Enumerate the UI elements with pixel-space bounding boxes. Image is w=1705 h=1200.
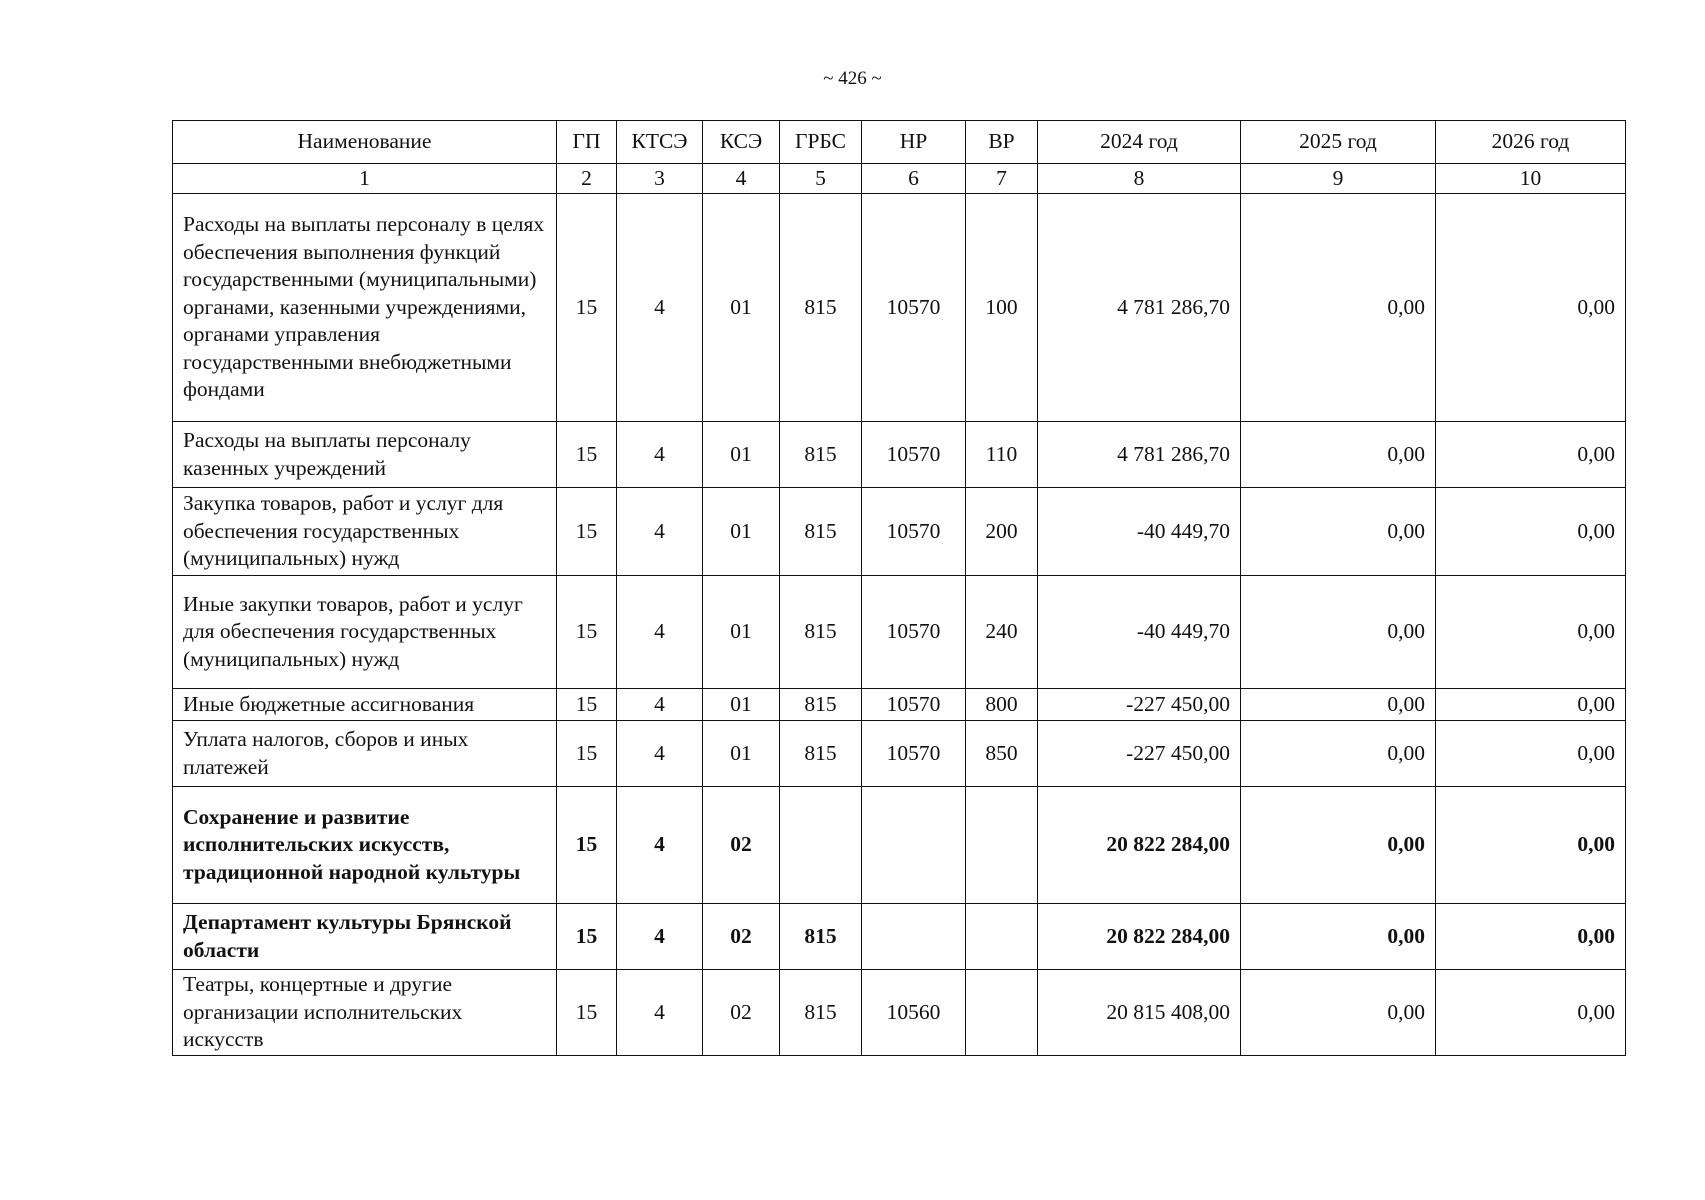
cell-2025: 0,00	[1241, 787, 1436, 904]
cell-grbs: 815	[780, 689, 862, 721]
cell-gp: 15	[557, 689, 617, 721]
cell-grbs: 815	[780, 721, 862, 787]
cell-gp: 15	[557, 970, 617, 1056]
row-name: Иные закупки товаров, работ и услуг для обеспечения государственных (муниципальных) нужд	[173, 576, 557, 689]
header-cell: НР	[862, 121, 966, 164]
table-row	[173, 787, 1626, 904]
cell-nr: 10570	[862, 422, 966, 488]
cell-2026: 0,00	[1436, 488, 1626, 576]
cell-nr: 10570	[862, 689, 966, 721]
cell-2026: 0,00	[1436, 422, 1626, 488]
row-name: Расходы на выплаты персоналу казенных учреждений	[173, 422, 557, 488]
cell-2025: 0,00	[1241, 970, 1436, 1056]
cell-kse: 01	[703, 689, 780, 721]
table-body	[173, 194, 1626, 1056]
table-row	[173, 721, 1626, 787]
column-number: 2	[557, 164, 617, 194]
cell-grbs: 815	[780, 904, 862, 970]
cell-kse: 02	[703, 904, 780, 970]
cell-vr: 800	[966, 689, 1038, 721]
cell-gp: 15	[557, 576, 617, 689]
header-cell: ВР	[966, 121, 1038, 164]
cell-2024: -227 450,00	[1038, 689, 1241, 721]
cell-nr: 10570	[862, 576, 966, 689]
cell-2024: 20 815 408,00	[1038, 970, 1241, 1056]
cell-kse: 01	[703, 576, 780, 689]
header-cell: 2024 год	[1038, 121, 1241, 164]
table-row	[173, 194, 1626, 422]
column-number: 9	[1241, 164, 1436, 194]
cell-grbs: 815	[780, 422, 862, 488]
cell-2024: 4 781 286,70	[1038, 194, 1241, 422]
cell-vr: 240	[966, 576, 1038, 689]
column-number: 3	[617, 164, 703, 194]
cell-vr: 850	[966, 721, 1038, 787]
cell-ktse: 4	[617, 787, 703, 904]
cell-nr	[862, 904, 966, 970]
row-name: Иные бюджетные ассигнования	[173, 689, 557, 721]
cell-nr: 10570	[862, 194, 966, 422]
table-row	[173, 970, 1626, 1056]
cell-ktse: 4	[617, 576, 703, 689]
cell-2026: 0,00	[1436, 721, 1626, 787]
header-cell: КСЭ	[703, 121, 780, 164]
column-number: 8	[1038, 164, 1241, 194]
column-number: 1	[173, 164, 557, 194]
row-name: Сохранение и развитие исполнительских искусств, традиционной народной культуры	[173, 787, 557, 904]
column-number: 4	[703, 164, 780, 194]
column-number: 5	[780, 164, 862, 194]
column-number-row	[173, 164, 1626, 194]
header-cell: КТСЭ	[617, 121, 703, 164]
cell-ktse: 4	[617, 970, 703, 1056]
cell-gp: 15	[557, 904, 617, 970]
cell-grbs	[780, 787, 862, 904]
header-cell: ГП	[557, 121, 617, 164]
cell-gp: 15	[557, 194, 617, 422]
column-number: 7	[966, 164, 1038, 194]
cell-vr: 100	[966, 194, 1038, 422]
cell-ktse: 4	[617, 422, 703, 488]
cell-nr: 10560	[862, 970, 966, 1056]
cell-ktse: 4	[617, 194, 703, 422]
cell-2026: 0,00	[1436, 904, 1626, 970]
cell-kse: 02	[703, 970, 780, 1056]
cell-kse: 01	[703, 488, 780, 576]
cell-2025: 0,00	[1241, 422, 1436, 488]
cell-kse: 01	[703, 721, 780, 787]
table-row	[173, 422, 1626, 488]
cell-2025: 0,00	[1241, 721, 1436, 787]
cell-vr: 110	[966, 422, 1038, 488]
cell-2025: 0,00	[1241, 576, 1436, 689]
cell-vr: 200	[966, 488, 1038, 576]
cell-2026: 0,00	[1436, 970, 1626, 1056]
cell-gp: 15	[557, 787, 617, 904]
cell-2025: 0,00	[1241, 689, 1436, 721]
cell-2025: 0,00	[1241, 488, 1436, 576]
cell-2026: 0,00	[1436, 576, 1626, 689]
header-cell: 2025 год	[1241, 121, 1436, 164]
cell-2026: 0,00	[1436, 194, 1626, 422]
cell-gp: 15	[557, 488, 617, 576]
cell-2026: 0,00	[1436, 689, 1626, 721]
cell-gp: 15	[557, 422, 617, 488]
cell-2024: 4 781 286,70	[1038, 422, 1241, 488]
header-cell: 2026 год	[1436, 121, 1626, 164]
cell-ktse: 4	[617, 488, 703, 576]
cell-grbs: 815	[780, 194, 862, 422]
cell-2024: -227 450,00	[1038, 721, 1241, 787]
cell-2025: 0,00	[1241, 194, 1436, 422]
cell-grbs: 815	[780, 970, 862, 1056]
row-name: Расходы на выплаты персоналу в целях обеспечения выполнения функций государственными (муниципальными) органами, казенными учреждениями, органами управления государственными внебюджетными фондами	[173, 194, 557, 422]
cell-2024: 20 822 284,00	[1038, 904, 1241, 970]
table-row	[173, 488, 1626, 576]
row-name: Уплата налогов, сборов и иных платежей	[173, 721, 557, 787]
cell-gp: 15	[557, 721, 617, 787]
table-row	[173, 576, 1626, 689]
row-name: Департамент культуры Брянской области	[173, 904, 557, 970]
cell-2025: 0,00	[1241, 904, 1436, 970]
cell-grbs: 815	[780, 488, 862, 576]
cell-ktse: 4	[617, 721, 703, 787]
cell-nr	[862, 787, 966, 904]
cell-grbs: 815	[780, 576, 862, 689]
column-number: 10	[1436, 164, 1626, 194]
row-name: Театры, концертные и другие организации исполнительских искусств	[173, 970, 557, 1056]
cell-2024: 20 822 284,00	[1038, 787, 1241, 904]
cell-2024: -40 449,70	[1038, 488, 1241, 576]
cell-vr	[966, 787, 1038, 904]
cell-kse: 02	[703, 787, 780, 904]
cell-nr: 10570	[862, 721, 966, 787]
page-number: ~ 426 ~	[823, 68, 882, 89]
table-row	[173, 904, 1626, 970]
cell-ktse: 4	[617, 904, 703, 970]
cell-2024: -40 449,70	[1038, 576, 1241, 689]
table-row	[173, 689, 1626, 721]
header-row	[173, 121, 1626, 164]
cell-2026: 0,00	[1436, 787, 1626, 904]
budget-table	[172, 120, 1626, 1056]
cell-ktse: 4	[617, 689, 703, 721]
row-name: Закупка товаров, работ и услуг для обеспечения государственных (муниципальных) нужд	[173, 488, 557, 576]
cell-nr: 10570	[862, 488, 966, 576]
header-cell: ГРБС	[780, 121, 862, 164]
header-cell: Наименование	[173, 121, 557, 164]
cell-kse: 01	[703, 194, 780, 422]
cell-vr	[966, 970, 1038, 1056]
cell-kse: 01	[703, 422, 780, 488]
column-number: 6	[862, 164, 966, 194]
cell-vr	[966, 904, 1038, 970]
